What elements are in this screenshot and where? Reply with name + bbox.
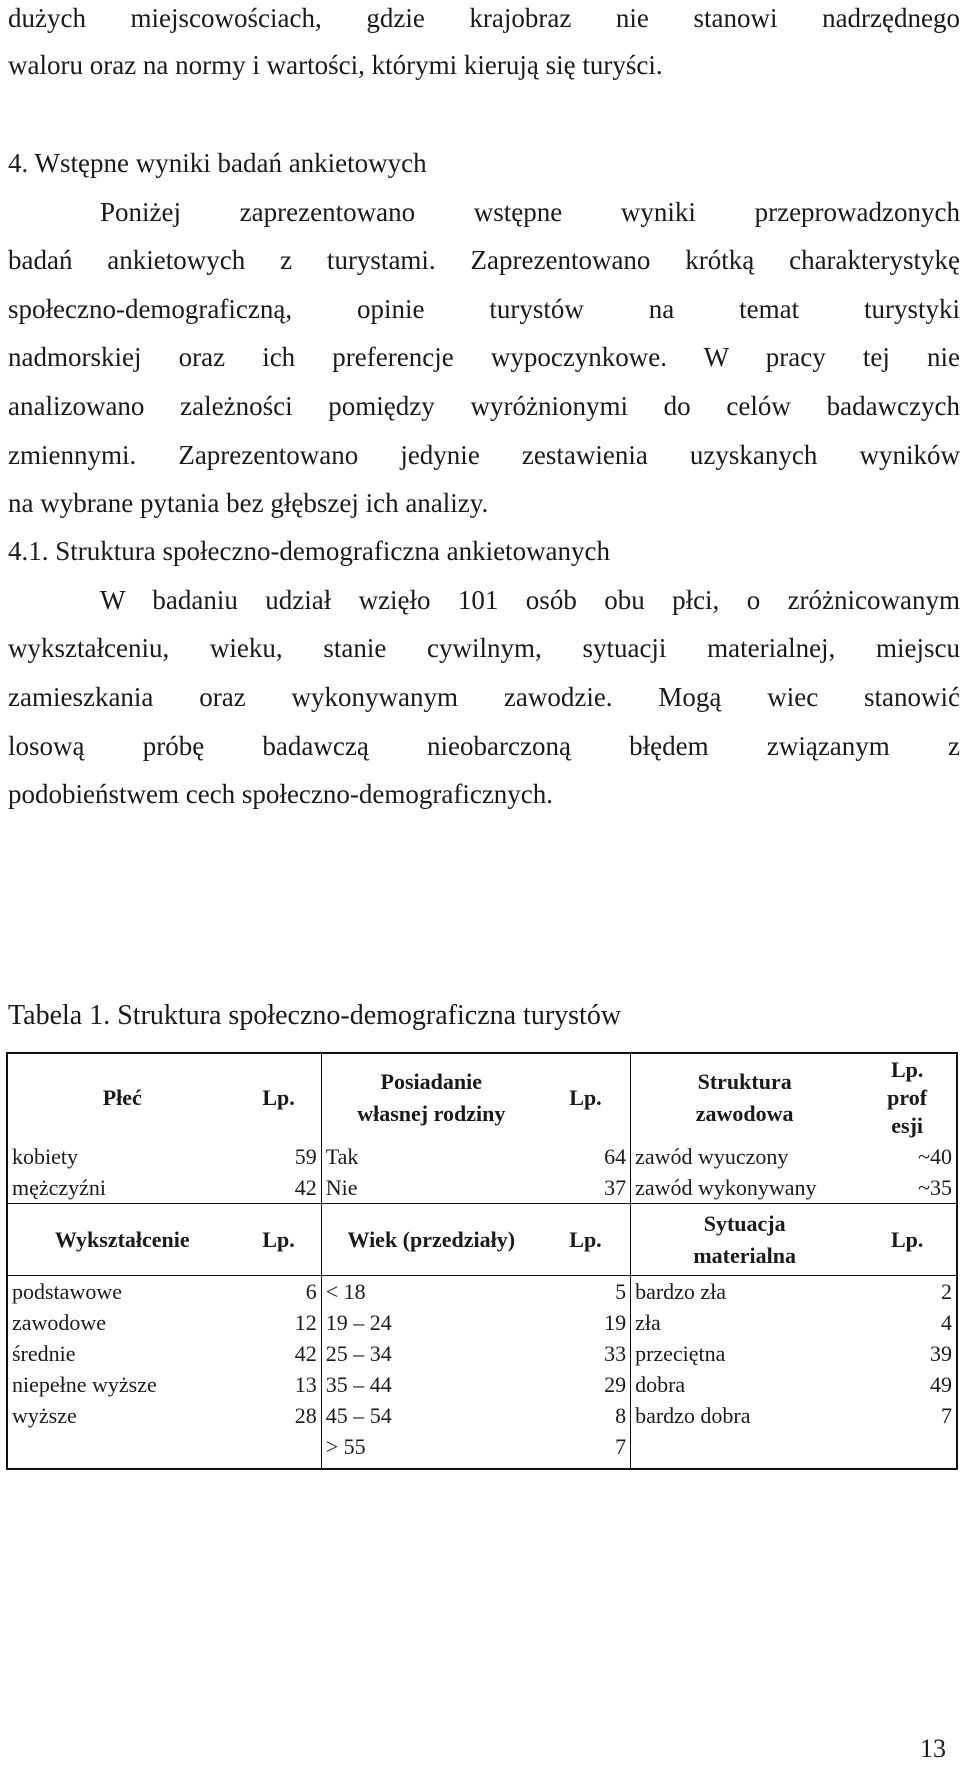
header-lp: Lp.: [541, 1204, 631, 1276]
table-cell: [858, 1431, 957, 1469]
header-sytuacja: [631, 1204, 859, 1276]
table-cell: 5: [615, 1279, 627, 1304]
table-cell: [236, 1431, 321, 1469]
table-cell: 37: [541, 1172, 631, 1204]
table-cell: 49: [930, 1372, 952, 1397]
table-row: [7, 1369, 957, 1400]
table-cell: 7: [941, 1403, 952, 1428]
paragraph-line: Poniżej zaprezentowano wstępne wyniki przeprowadzonych: [100, 197, 960, 227]
table-cell: zawód wykonywany: [631, 1172, 859, 1204]
table-cell: dobra: [631, 1369, 859, 1400]
table-cell: 29: [604, 1372, 627, 1397]
table-cell: < 18: [321, 1276, 541, 1308]
table-cell: 35 – 44: [321, 1369, 541, 1400]
table-row: [7, 1307, 957, 1338]
header-plec: Płeć: [102, 1084, 142, 1110]
table-row: [7, 1338, 957, 1369]
table-cell: 19: [604, 1310, 627, 1335]
table-row: [7, 1431, 957, 1469]
header-lp-profesji: [858, 1053, 957, 1141]
table-cell: mężczyźni: [7, 1172, 236, 1204]
table-row: [7, 1276, 957, 1308]
table-cell: 19 – 24: [321, 1307, 541, 1338]
table-cell: 25 – 34: [321, 1338, 541, 1369]
table-cell: kobiety: [12, 1144, 78, 1169]
paragraph-line: W badaniu udział wzięło 101 osób obu płci, o zróżnicowanym: [100, 585, 960, 615]
subsection-heading: 4.1. Struktura społeczno-demograficzna ankietowanych: [8, 536, 611, 566]
header-wyksztalcenie: Wykształcenie: [7, 1204, 236, 1276]
paragraph-line: zmiennymi. Zaprezentowano jedynie zestawienia uzyskanych wyników: [8, 440, 960, 470]
table-cell: 4: [941, 1310, 952, 1335]
table-caption: Tabela 1. Struktura społeczno-demograficzna turystów: [8, 1000, 622, 1031]
table-row: [7, 1400, 957, 1431]
paragraph-line: losową próbę badawczą nieobarczoną błędem związanym z: [8, 731, 960, 761]
table-cell: 7: [615, 1434, 627, 1459]
table-cell: 64: [604, 1144, 627, 1169]
table-cell: 28: [294, 1403, 317, 1428]
header-posiadanie: [321, 1053, 541, 1141]
table-cell: Tak: [321, 1141, 541, 1172]
header-struktura-line1: Struktura: [697, 1068, 792, 1094]
table-cell: 33: [604, 1341, 627, 1366]
header-lp: Lp.: [262, 1084, 295, 1110]
table-header-row: [7, 1053, 957, 1141]
table-cell: 2: [941, 1279, 952, 1304]
table-cell: > 55: [321, 1431, 541, 1469]
header-lp-line1: Lp.: [890, 1056, 924, 1082]
table-cell: zawodowe: [12, 1310, 107, 1335]
header-lp: Lp.: [569, 1084, 602, 1110]
table-cell: 42: [294, 1341, 317, 1366]
paragraph-line: na wybrane pytania bez głębszej ich analizy.: [8, 488, 489, 518]
table-cell: ~40: [918, 1144, 952, 1169]
header-lp-line3: esji: [891, 1112, 924, 1138]
table-header-row: [7, 1204, 957, 1276]
table-cell: ~35: [858, 1172, 957, 1204]
header-lp-line2: prof: [887, 1084, 928, 1110]
paragraph-line: badań ankietowych z turystami. Zaprezentowano krótką charakterystykę: [8, 245, 960, 275]
header-lp: Lp.: [858, 1204, 957, 1276]
table-cell: bardzo dobra: [631, 1400, 859, 1431]
table-cell: zła: [631, 1307, 859, 1338]
paragraph-line: analizowano zależności pomiędzy wyróżnionymi do celów badawczych: [8, 391, 960, 421]
table-cell: 13: [294, 1372, 317, 1397]
table-row: [7, 1141, 957, 1172]
paragraph-line: podobieństwem cech społeczno-demograficznych.: [8, 779, 554, 809]
table-cell: podstawowe: [12, 1279, 122, 1304]
table-cell: 39: [930, 1341, 952, 1366]
paragraph-line: społeczno-demograficzną, opinie turystów na temat turystyki: [8, 294, 960, 324]
paragraph-line: zamieszkania oraz wykonywanym zawodzie. Mogą wiec stanowić: [8, 682, 960, 712]
header-posiadanie-line1: Posiadanie: [380, 1068, 483, 1094]
header-lp: Lp.: [236, 1204, 321, 1276]
header-posiadanie-line2: własnej rodziny: [357, 1100, 506, 1126]
header-sytuacja-line2: materialna: [693, 1242, 796, 1268]
table-cell: bardzo zła: [631, 1276, 859, 1308]
table-cell: [7, 1431, 236, 1469]
table-cell: zawód wyuczony: [631, 1141, 859, 1172]
table-cell: niepełne wyższe: [12, 1372, 157, 1397]
table-cell: Nie: [321, 1172, 541, 1204]
header-sytuacja-line1: Sytuacja: [703, 1210, 786, 1236]
table-cell: 45 – 54: [321, 1400, 541, 1431]
page-number: 13: [920, 1734, 946, 1763]
table-cell: 59: [294, 1144, 317, 1169]
table-cell: 8: [615, 1403, 627, 1428]
table-row: [7, 1172, 957, 1204]
table-cell: 42: [236, 1172, 321, 1204]
section-heading: 4. Wstępne wyniki badań ankietowych: [8, 148, 427, 178]
paragraph-line: dużych miejscowościach, gdzie krajobraz nie stanowi nadrzędnego: [8, 3, 960, 33]
header-struktura-line2: zawodowa: [695, 1100, 794, 1126]
table-cell: średnie: [12, 1341, 76, 1366]
table-cell: przeciętna: [631, 1338, 859, 1369]
paragraph-line: wykształceniu, wieku, stanie cywilnym, sytuacji materialnej, miejscu: [8, 633, 960, 663]
header-wiek: Wiek (przedziały): [321, 1204, 541, 1276]
table-cell: [631, 1431, 859, 1469]
table-cell: wyższe: [12, 1403, 77, 1428]
paragraph-line: nadmorskiej oraz ich preferencje wypoczynkowe. W pracy tej nie: [8, 342, 960, 372]
paragraph-line: waloru oraz na normy i wartości, którymi kierują się turyści.: [8, 50, 663, 80]
table-cell: 6: [305, 1279, 317, 1304]
table-cell: 12: [294, 1310, 317, 1335]
header-struktura: [631, 1053, 859, 1141]
demographics-table: [6, 1052, 958, 1470]
